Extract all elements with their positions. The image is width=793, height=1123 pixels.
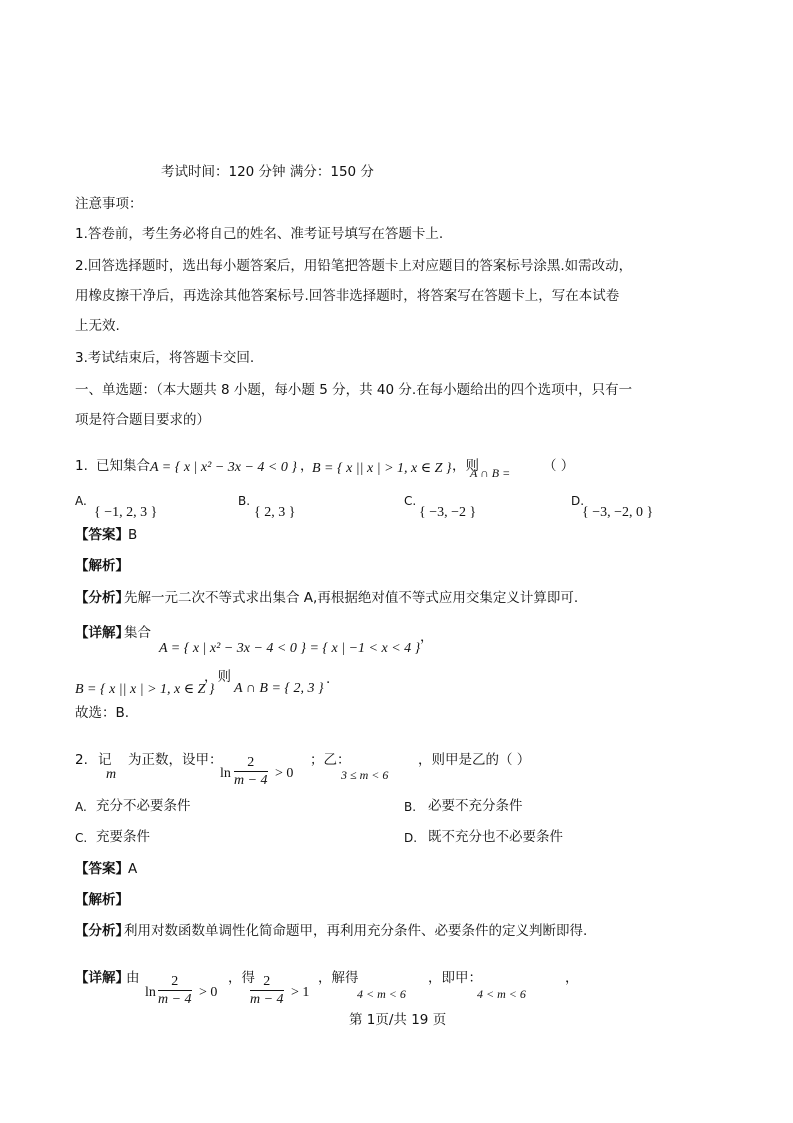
q2-cond-1: 4 < m < 6 (357, 987, 406, 1001)
q1-answer: B (128, 527, 138, 543)
q2-option-b-value: 必要不充分条件 (428, 798, 523, 814)
q1-lead: 已知集合 (96, 458, 150, 474)
q2-you: 由 (126, 970, 140, 986)
q2-question: ，则甲是乙的（ ） (418, 752, 531, 768)
q2-detail-fraction-2 (250, 973, 284, 1008)
q2-yi: ；乙： (310, 752, 351, 768)
q1-set-a: A = { x | x² − 3x − 4 < 0 } (150, 460, 297, 475)
note-3: 3.考试结束后，将答题卡交回. (75, 350, 255, 366)
q1-choose: 故选：B. (75, 705, 130, 721)
q2-frac-num: 2 (234, 754, 268, 772)
q1-detail-then: ，则 (204, 669, 231, 685)
q2-tail-comma: ， (565, 970, 579, 986)
q2-option-a-value: 充分不必要条件 (96, 798, 191, 814)
q1-detail-b: B = { x || x | > 1, x ∈ Z } (75, 682, 215, 697)
q1-xiangjie-tag: 【详解】 (75, 625, 129, 641)
q1-comma: ， (300, 458, 314, 474)
q2-option-b-letter: B. (404, 800, 417, 814)
q2-answer-tag: 【答案】 (75, 861, 129, 877)
q2-cond-2: 4 < m < 6 (477, 987, 526, 1001)
q1-fenxi: 先解一元二次不等式求出集合 A,再根据绝对值不等式应用交集定义计算即可. (124, 590, 579, 606)
q1-option-c-letter: C. (404, 494, 417, 508)
q1-blank: （ ） (543, 458, 575, 474)
q2-detail-frac1-den: m − 4 (158, 992, 192, 1007)
section-heading-line-1: 一、单选题：（本大题共 8 小题，每小题 5 分，共 40 分.在每小题给出的四个选项中，只有一 (75, 382, 633, 398)
q2-number: 2. (75, 752, 88, 768)
q2-option-d-value: 既不充分也不必要条件 (428, 829, 563, 845)
q1-option-b-value: { 2, 3 } (254, 505, 296, 520)
q2-frac-den: m − 4 (234, 773, 268, 788)
q1-jiexi: 【解析】 (75, 558, 129, 574)
q2-fraction (234, 754, 268, 789)
q2-cond-yi: 3 ≤ m < 6 (341, 768, 389, 782)
q2-detail-frac2-num: 2 (250, 973, 284, 991)
note-2-line-1: 2.回答选择题时，选出每小题答案后，用铅笔把答题卡上对应题目的答案标号涂黑.如需改动， (75, 258, 633, 274)
q1-set-b: B = { x || x | > 1, x ∈ Z } (312, 461, 452, 476)
q2-answer: A (128, 861, 138, 877)
q2-detail-frac1-num: 2 (158, 973, 192, 991)
q1-number: 1. (75, 458, 88, 474)
q2-option-c-value: 充要条件 (96, 829, 150, 845)
notes-title: 注意事项： (75, 196, 143, 212)
q2-jijia: ，即甲： (428, 970, 482, 986)
q2-detail-gt1: > 1 (291, 985, 310, 1000)
q2-m: m (106, 767, 117, 782)
q1-option-b-letter: B. (238, 494, 251, 508)
note-1: 1.答卷前，考生务必将自己的姓名、准考证号填写在答题卡上. (75, 226, 444, 242)
q1-detail-dot: . (326, 671, 331, 687)
q2-option-a-letter: A. (75, 800, 87, 814)
q2-de: ，得 (228, 970, 255, 986)
page-footer: 第 1页/共 19 页 (349, 1012, 447, 1028)
q2-jiede: ，解得 (318, 970, 359, 986)
q2-gt0: > 0 (275, 766, 294, 781)
q2-detail-fraction-1 (158, 973, 192, 1008)
q2-ln: ln (220, 766, 231, 781)
q2-fenxi: 利用对数函数单调性化简命题甲，再利用充分条件、必要条件的定义判断即得. (124, 923, 588, 939)
note-2-line-3: 上无效. (75, 318, 120, 334)
q1-option-d-letter: D. (571, 494, 585, 508)
q2-detail-frac2-den: m − 4 (250, 992, 284, 1007)
q1-detail-comma: ， (420, 629, 434, 645)
q1-option-a-letter: A. (75, 494, 87, 508)
q1-detail-result: A ∩ B = { 2, 3 } (234, 681, 324, 696)
q1-answer-tag: 【答案】 (75, 527, 129, 543)
q1-xiangjie-lead: 集合 (124, 625, 151, 641)
q1-option-d-value: { −3, −2, 0 } (582, 505, 654, 520)
q2-ji: 记 (98, 752, 112, 768)
q2-option-d-letter: D. (404, 831, 418, 845)
q1-detail-a: A = { x | x² − 3x − 4 < 0 } = { x | −1 < x < 4 } (159, 641, 421, 656)
exam-info: 考试时间：120 分钟 满分：150 分 (161, 164, 374, 180)
q2-detail-gt0: > 0 (199, 985, 218, 1000)
q1-option-c-value: { −3, −2 } (419, 505, 477, 520)
q2-option-c-letter: C. (75, 831, 88, 845)
q2-jiexi: 【解析】 (75, 892, 129, 908)
q1-fenxi-tag: 【分析】 (75, 590, 129, 606)
q1-then: ，则 (452, 458, 479, 474)
q1-option-a-value: { −1, 2, 3 } (94, 505, 158, 520)
q2-detail-ln: ln (145, 985, 156, 1000)
q2-positive: 为正数，设甲： (128, 752, 223, 768)
q2-xiangjie-tag: 【详解】 (75, 970, 129, 986)
q1-intersect: A ∩ B = (470, 466, 511, 480)
note-2-line-2: 用橡皮擦干净后，再选涂其他答案标号.回答非选择题时，将答案写在答题卡上，写在本试卷 (75, 288, 620, 304)
section-heading-line-2: 项是符合题目要求的） (75, 412, 210, 428)
q2-fenxi-tag: 【分析】 (75, 923, 129, 939)
